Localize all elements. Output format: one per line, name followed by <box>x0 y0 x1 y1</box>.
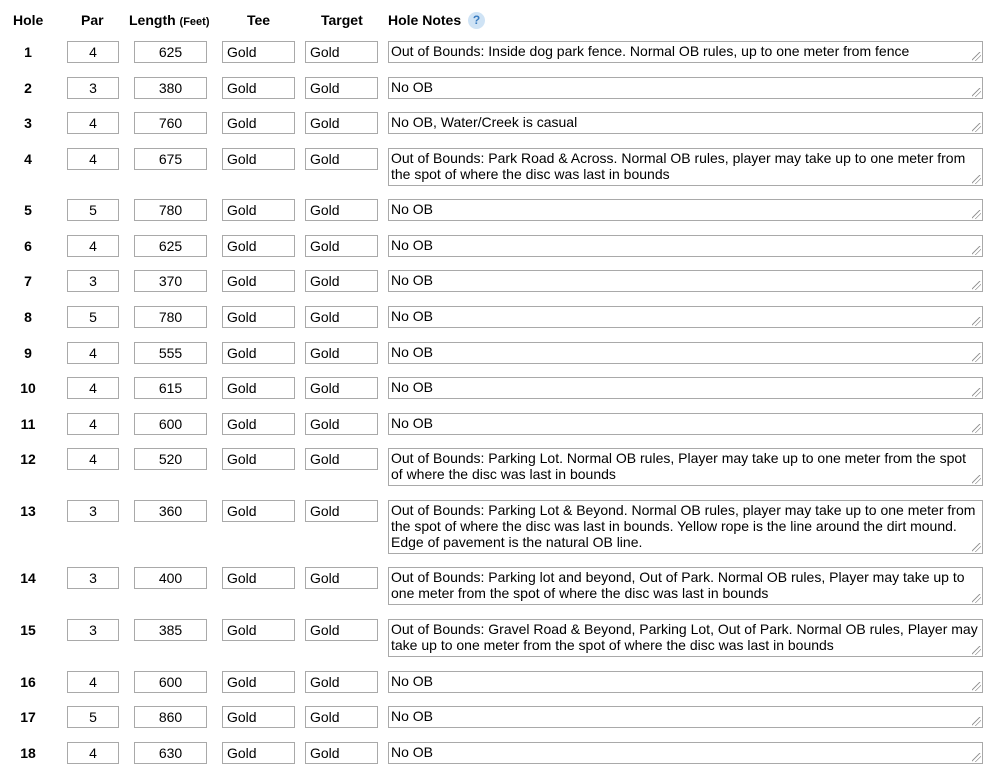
tee-input[interactable]: Gold <box>222 306 295 328</box>
tee-input[interactable]: Gold <box>222 500 295 522</box>
hole-number: 11 <box>20 416 36 432</box>
target-input[interactable]: Gold <box>305 77 378 99</box>
tee-input[interactable]: Gold <box>222 199 295 221</box>
tee-input[interactable]: Gold <box>222 77 295 99</box>
resize-grip-icon[interactable] <box>972 52 981 61</box>
hole-notes-text: No OB <box>391 237 434 253</box>
tee-input[interactable]: Gold <box>222 112 295 134</box>
tee-input[interactable]: Gold <box>222 235 295 257</box>
resize-grip-icon[interactable] <box>972 543 981 552</box>
length-input[interactable]: 780 <box>134 306 207 328</box>
hole-number: 8 <box>24 309 32 325</box>
target-column-header: Target <box>321 12 363 28</box>
resize-grip-icon[interactable] <box>972 646 981 655</box>
hole-number: 6 <box>24 238 32 254</box>
length-input[interactable]: 860 <box>134 706 207 728</box>
length-input[interactable]: 630 <box>134 742 207 764</box>
hole-notes-text: Out of Bounds: Inside dog park fence. Normal OB rules, up to one meter from fence <box>391 43 910 59</box>
target-input[interactable]: Gold <box>305 148 378 170</box>
length-input[interactable]: 520 <box>134 448 207 470</box>
resize-grip-icon[interactable] <box>972 210 981 219</box>
par-input[interactable]: 4 <box>67 112 119 134</box>
target-input[interactable]: Gold <box>305 448 378 470</box>
hole-column-header: Hole <box>13 12 44 28</box>
length-input[interactable]: 675 <box>134 148 207 170</box>
target-input[interactable]: Gold <box>305 706 378 728</box>
length-input[interactable]: 625 <box>134 41 207 63</box>
hole-notes-textarea[interactable] <box>388 500 983 554</box>
length-input[interactable]: 780 <box>134 199 207 221</box>
hole-notes-text: No OB <box>391 379 434 395</box>
length-input[interactable]: 400 <box>134 567 207 589</box>
hole-notes-text: No OB <box>391 415 434 431</box>
hole-number: 12 <box>20 451 36 467</box>
resize-grip-icon[interactable] <box>972 317 981 326</box>
resize-grip-icon[interactable] <box>972 281 981 290</box>
resize-grip-icon[interactable] <box>972 475 981 484</box>
hole-notes-column-header <box>388 12 485 29</box>
hole-notes-textarea[interactable] <box>388 342 983 364</box>
hole-notes-textarea[interactable] <box>388 567 983 605</box>
hole-number: 3 <box>24 115 32 131</box>
length-input[interactable]: 370 <box>134 270 207 292</box>
target-input[interactable]: Gold <box>305 306 378 328</box>
resize-grip-icon[interactable] <box>972 424 981 433</box>
hole-notes-label: Hole Notes <box>388 12 462 28</box>
hole-number: 9 <box>24 345 32 361</box>
hole-number: 10 <box>20 380 36 396</box>
hole-notes-textarea[interactable] <box>388 199 983 221</box>
tee-input[interactable]: Gold <box>222 619 295 641</box>
par-input[interactable]: 4 <box>67 742 119 764</box>
length-input[interactable]: 600 <box>134 671 207 693</box>
hole-notes-text: No OB, Water/Creek is casual <box>391 114 578 130</box>
target-input[interactable]: Gold <box>305 235 378 257</box>
help-icon[interactable]: ? <box>468 12 485 29</box>
hole-number: 7 <box>24 273 32 289</box>
hole-notes-textarea[interactable] <box>388 448 983 486</box>
length-input[interactable]: 625 <box>134 235 207 257</box>
target-input[interactable]: Gold <box>305 270 378 292</box>
hole-number: 13 <box>20 503 36 519</box>
length-input[interactable]: 555 <box>134 342 207 364</box>
resize-grip-icon[interactable] <box>972 175 981 184</box>
tee-input[interactable]: Gold <box>222 671 295 693</box>
hole-notes-textarea[interactable] <box>388 742 983 764</box>
target-input[interactable]: Gold <box>305 377 378 399</box>
hole-notes-text: Out of Bounds: Parking lot and beyond, Out of Park. Normal OB rules, Player may take up to one meter from the spot of where the disc was last in bounds <box>391 569 965 601</box>
par-input[interactable]: 4 <box>67 41 119 63</box>
length-input[interactable]: 760 <box>134 112 207 134</box>
length-unit-label: (Feet) <box>179 16 210 28</box>
hole-number: 15 <box>20 622 36 638</box>
tee-input[interactable]: Gold <box>222 413 295 435</box>
par-input[interactable]: 4 <box>67 148 119 170</box>
hole-notes-textarea[interactable] <box>388 671 983 693</box>
target-input[interactable]: Gold <box>305 500 378 522</box>
length-input[interactable]: 615 <box>134 377 207 399</box>
hole-notes-text: No OB <box>391 79 434 95</box>
tee-input[interactable]: Gold <box>222 41 295 63</box>
target-input[interactable]: Gold <box>305 619 378 641</box>
par-column-header: Par <box>81 12 104 28</box>
par-input[interactable]: 4 <box>67 235 119 257</box>
hole-number: 16 <box>20 674 36 690</box>
par-input[interactable]: 5 <box>67 199 119 221</box>
hole-notes-text: No OB <box>391 308 434 324</box>
resize-grip-icon[interactable] <box>972 88 981 97</box>
hole-notes-textarea[interactable] <box>388 148 983 186</box>
hole-number: 5 <box>24 202 32 218</box>
hole-notes-text: No OB <box>391 744 434 760</box>
par-input[interactable]: 4 <box>67 448 119 470</box>
par-input[interactable]: 5 <box>67 706 119 728</box>
hole-notes-text: Out of Bounds: Parking Lot. Normal OB rules, Player may take up to one meter from the spot of where the disc was last in bounds <box>391 450 967 482</box>
par-input[interactable]: 4 <box>67 671 119 693</box>
length-column-header <box>129 12 210 28</box>
hole-notes-textarea[interactable] <box>388 706 983 728</box>
target-input[interactable]: Gold <box>305 199 378 221</box>
length-input[interactable]: 360 <box>134 500 207 522</box>
hole-notes-text: No OB <box>391 272 434 288</box>
par-input[interactable]: 4 <box>67 377 119 399</box>
par-input[interactable]: 5 <box>67 306 119 328</box>
hole-number: 2 <box>24 80 32 96</box>
hole-notes-text: Out of Bounds: Gravel Road & Beyond, Parking Lot, Out of Park. Normal OB rules, Player may take up to one meter from the spot of where the disc was last in bounds <box>391 621 978 653</box>
resize-grip-icon[interactable] <box>972 353 981 362</box>
length-input[interactable]: 600 <box>134 413 207 435</box>
par-input[interactable]: 3 <box>67 567 119 589</box>
hole-number: 14 <box>20 570 36 586</box>
hole-number: 1 <box>24 44 32 60</box>
resize-grip-icon[interactable] <box>972 682 981 691</box>
tee-input[interactable]: Gold <box>222 377 295 399</box>
par-input[interactable]: 4 <box>67 413 119 435</box>
length-input[interactable]: 385 <box>134 619 207 641</box>
length-input[interactable]: 380 <box>134 77 207 99</box>
tee-input[interactable]: Gold <box>222 706 295 728</box>
resize-grip-icon[interactable] <box>972 753 981 762</box>
tee-input[interactable]: Gold <box>222 148 295 170</box>
hole-notes-text: No OB <box>391 344 434 360</box>
tee-input[interactable]: Gold <box>222 567 295 589</box>
resize-grip-icon[interactable] <box>972 388 981 397</box>
resize-grip-icon[interactable] <box>972 717 981 726</box>
tee-input[interactable]: Gold <box>222 270 295 292</box>
tee-input[interactable]: Gold <box>222 448 295 470</box>
resize-grip-icon[interactable] <box>972 594 981 603</box>
hole-notes-textarea[interactable] <box>388 112 983 134</box>
hole-notes-textarea[interactable] <box>388 306 983 328</box>
target-input[interactable]: Gold <box>305 567 378 589</box>
par-input[interactable]: 3 <box>67 500 119 522</box>
hole-notes-textarea[interactable] <box>388 413 983 435</box>
hole-notes-textarea[interactable] <box>388 235 983 257</box>
tee-column-header: Tee <box>247 12 271 28</box>
hole-notes-textarea[interactable] <box>388 77 983 99</box>
tee-input[interactable]: Gold <box>222 742 295 764</box>
tee-input[interactable]: Gold <box>222 342 295 364</box>
target-input[interactable]: Gold <box>305 41 378 63</box>
hole-notes-textarea[interactable] <box>388 619 983 657</box>
par-input[interactable]: 3 <box>67 619 119 641</box>
target-input[interactable]: Gold <box>305 342 378 364</box>
target-input[interactable]: Gold <box>305 413 378 435</box>
par-input[interactable]: 3 <box>67 77 119 99</box>
hole-notes-text: No OB <box>391 708 434 724</box>
hole-number: 18 <box>20 745 36 761</box>
target-input[interactable]: Gold <box>305 671 378 693</box>
hole-notes-textarea[interactable] <box>388 41 983 63</box>
length-header-label: Length <box>129 12 176 28</box>
hole-notes-textarea[interactable] <box>388 377 983 399</box>
hole-notes-text: Out of Bounds: Park Road & Across. Normal OB rules, player may take up to one meter from the spot of where the disc was last in bounds <box>391 150 966 182</box>
hole-notes-text: No OB <box>391 201 434 217</box>
target-input[interactable]: Gold <box>305 742 378 764</box>
hole-notes-text: No OB <box>391 673 434 689</box>
par-input[interactable]: 4 <box>67 342 119 364</box>
hole-number: 4 <box>24 151 32 167</box>
par-input[interactable]: 3 <box>67 270 119 292</box>
target-input[interactable]: Gold <box>305 112 378 134</box>
hole-notes-textarea[interactable] <box>388 270 983 292</box>
resize-grip-icon[interactable] <box>972 123 981 132</box>
hole-number: 17 <box>20 709 36 725</box>
resize-grip-icon[interactable] <box>972 246 981 255</box>
hole-notes-text: Out of Bounds: Parking Lot & Beyond. Normal OB rules, player may take up to one meter from the spot of where the disc was last in bounds. Yellow rope is the line around the dirt mound. Edge of pavement is the natural OB line. <box>391 502 976 550</box>
